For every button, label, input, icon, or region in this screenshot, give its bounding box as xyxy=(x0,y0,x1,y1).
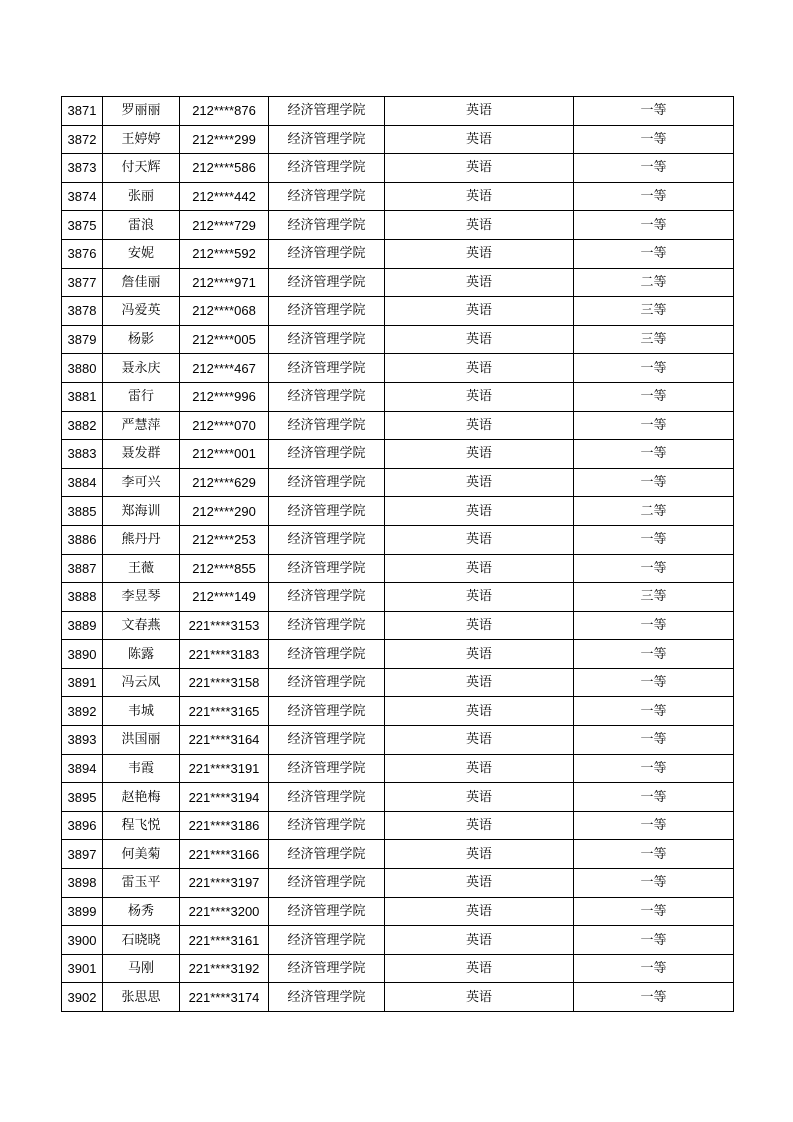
grade-cell: 一等 xyxy=(574,125,734,154)
student-name-cell: 冯爱英 xyxy=(103,297,180,326)
college-cell: 经济管理学院 xyxy=(269,297,385,326)
student-name-cell: 冯云凤 xyxy=(103,668,180,697)
major-cell: 英语 xyxy=(385,497,574,526)
grade-cell: 一等 xyxy=(574,525,734,554)
major-cell: 英语 xyxy=(385,468,574,497)
major-cell: 英语 xyxy=(385,897,574,926)
student-id-cell: 212****290 xyxy=(180,497,269,526)
student-name-cell: 韦城 xyxy=(103,697,180,726)
college-cell: 经济管理学院 xyxy=(269,325,385,354)
student-name-cell: 詹佳丽 xyxy=(103,268,180,297)
table-row xyxy=(62,525,734,554)
grade-cell: 一等 xyxy=(574,97,734,126)
row-number-cell: 3898 xyxy=(62,869,103,898)
student-name-cell: 熊丹丹 xyxy=(103,525,180,554)
grade-cell: 一等 xyxy=(574,926,734,955)
college-cell: 经济管理学院 xyxy=(269,125,385,154)
student-id-cell: 212****855 xyxy=(180,554,269,583)
grade-cell: 一等 xyxy=(574,697,734,726)
student-name-cell: 聂永庆 xyxy=(103,354,180,383)
student-name-cell: 韦霞 xyxy=(103,754,180,783)
student-name-cell: 石晓晓 xyxy=(103,926,180,955)
row-number-cell: 3875 xyxy=(62,211,103,240)
student-name-cell: 杨影 xyxy=(103,325,180,354)
major-cell: 英语 xyxy=(385,525,574,554)
college-cell: 经济管理学院 xyxy=(269,754,385,783)
grade-cell: 三等 xyxy=(574,297,734,326)
college-cell: 经济管理学院 xyxy=(269,268,385,297)
student-name-cell: 严慧萍 xyxy=(103,411,180,440)
major-cell: 英语 xyxy=(385,239,574,268)
table-row xyxy=(62,268,734,297)
table-row xyxy=(62,983,734,1012)
student-name-cell: 李可兴 xyxy=(103,468,180,497)
student-id-cell: 221****3174 xyxy=(180,983,269,1012)
college-cell: 经济管理学院 xyxy=(269,554,385,583)
college-cell: 经济管理学院 xyxy=(269,640,385,669)
grade-cell: 一等 xyxy=(574,211,734,240)
major-cell: 英语 xyxy=(385,754,574,783)
major-cell: 英语 xyxy=(385,668,574,697)
student-name-cell: 洪国丽 xyxy=(103,726,180,755)
major-cell: 英语 xyxy=(385,840,574,869)
student-id-cell: 212****005 xyxy=(180,325,269,354)
college-cell: 经济管理学院 xyxy=(269,497,385,526)
row-number-cell: 3892 xyxy=(62,697,103,726)
college-cell: 经济管理学院 xyxy=(269,897,385,926)
student-id-cell: 221****3200 xyxy=(180,897,269,926)
student-name-cell: 陈露 xyxy=(103,640,180,669)
records-table xyxy=(61,96,734,1012)
table-row xyxy=(62,239,734,268)
major-cell: 英语 xyxy=(385,554,574,583)
row-number-cell: 3891 xyxy=(62,668,103,697)
student-name-cell: 何美菊 xyxy=(103,840,180,869)
row-number-cell: 3872 xyxy=(62,125,103,154)
grade-cell: 一等 xyxy=(574,869,734,898)
table-row xyxy=(62,668,734,697)
table-row xyxy=(62,497,734,526)
college-cell: 经济管理学院 xyxy=(269,954,385,983)
table-row xyxy=(62,640,734,669)
row-number-cell: 3896 xyxy=(62,811,103,840)
student-id-cell: 221****3164 xyxy=(180,726,269,755)
student-name-cell: 王婷婷 xyxy=(103,125,180,154)
row-number-cell: 3890 xyxy=(62,640,103,669)
row-number-cell: 3893 xyxy=(62,726,103,755)
major-cell: 英语 xyxy=(385,440,574,469)
student-name-cell: 张丽 xyxy=(103,182,180,211)
college-cell: 经济管理学院 xyxy=(269,697,385,726)
student-id-cell: 221****3191 xyxy=(180,754,269,783)
major-cell: 英语 xyxy=(385,411,574,440)
student-id-cell: 212****070 xyxy=(180,411,269,440)
row-number-cell: 3871 xyxy=(62,97,103,126)
major-cell: 英语 xyxy=(385,211,574,240)
table-row xyxy=(62,897,734,926)
student-name-cell: 付天辉 xyxy=(103,154,180,183)
student-id-cell: 212****442 xyxy=(180,182,269,211)
student-id-cell: 221****3183 xyxy=(180,640,269,669)
table-row xyxy=(62,468,734,497)
student-id-cell: 212****592 xyxy=(180,239,269,268)
student-id-cell: 221****3153 xyxy=(180,611,269,640)
major-cell: 英语 xyxy=(385,125,574,154)
table-row xyxy=(62,325,734,354)
student-name-cell: 张思思 xyxy=(103,983,180,1012)
row-number-cell: 3900 xyxy=(62,926,103,955)
college-cell: 经济管理学院 xyxy=(269,611,385,640)
records-table-body xyxy=(62,97,734,1012)
table-row xyxy=(62,611,734,640)
student-id-cell: 212****068 xyxy=(180,297,269,326)
student-name-cell: 聂发群 xyxy=(103,440,180,469)
table-row xyxy=(62,125,734,154)
student-name-cell: 文春燕 xyxy=(103,611,180,640)
college-cell: 经济管理学院 xyxy=(269,869,385,898)
table-row xyxy=(62,754,734,783)
grade-cell: 三等 xyxy=(574,583,734,612)
major-cell: 英语 xyxy=(385,268,574,297)
row-number-cell: 3876 xyxy=(62,239,103,268)
college-cell: 经济管理学院 xyxy=(269,583,385,612)
student-name-cell: 赵艳梅 xyxy=(103,783,180,812)
student-id-cell: 221****3158 xyxy=(180,668,269,697)
table-row xyxy=(62,583,734,612)
college-cell: 经济管理学院 xyxy=(269,97,385,126)
college-cell: 经济管理学院 xyxy=(269,239,385,268)
college-cell: 经济管理学院 xyxy=(269,440,385,469)
student-id-cell: 212****876 xyxy=(180,97,269,126)
college-cell: 经济管理学院 xyxy=(269,811,385,840)
row-number-cell: 3889 xyxy=(62,611,103,640)
college-cell: 经济管理学院 xyxy=(269,154,385,183)
table-row xyxy=(62,382,734,411)
student-id-cell: 221****3192 xyxy=(180,954,269,983)
major-cell: 英语 xyxy=(385,182,574,211)
major-cell: 英语 xyxy=(385,983,574,1012)
row-number-cell: 3887 xyxy=(62,554,103,583)
student-id-cell: 212****996 xyxy=(180,382,269,411)
college-cell: 经济管理学院 xyxy=(269,525,385,554)
table-row xyxy=(62,211,734,240)
student-id-cell: 221****3186 xyxy=(180,811,269,840)
college-cell: 经济管理学院 xyxy=(269,211,385,240)
grade-cell: 一等 xyxy=(574,239,734,268)
row-number-cell: 3873 xyxy=(62,154,103,183)
major-cell: 英语 xyxy=(385,611,574,640)
grade-cell: 一等 xyxy=(574,954,734,983)
student-name-cell: 罗丽丽 xyxy=(103,97,180,126)
college-cell: 经济管理学院 xyxy=(269,926,385,955)
grade-cell: 一等 xyxy=(574,182,734,211)
row-number-cell: 3881 xyxy=(62,382,103,411)
grade-cell: 一等 xyxy=(574,554,734,583)
grade-cell: 一等 xyxy=(574,468,734,497)
student-name-cell: 雷浪 xyxy=(103,211,180,240)
table-row xyxy=(62,182,734,211)
table-row xyxy=(62,97,734,126)
grade-cell: 一等 xyxy=(574,726,734,755)
student-id-cell: 221****3194 xyxy=(180,783,269,812)
college-cell: 经济管理学院 xyxy=(269,783,385,812)
college-cell: 经济管理学院 xyxy=(269,382,385,411)
college-cell: 经济管理学院 xyxy=(269,983,385,1012)
major-cell: 英语 xyxy=(385,726,574,755)
table-row xyxy=(62,440,734,469)
row-number-cell: 3899 xyxy=(62,897,103,926)
student-name-cell: 王薇 xyxy=(103,554,180,583)
row-number-cell: 3897 xyxy=(62,840,103,869)
major-cell: 英语 xyxy=(385,583,574,612)
row-number-cell: 3874 xyxy=(62,182,103,211)
grade-cell: 一等 xyxy=(574,440,734,469)
grade-cell: 一等 xyxy=(574,840,734,869)
major-cell: 英语 xyxy=(385,154,574,183)
row-number-cell: 3879 xyxy=(62,325,103,354)
table-row xyxy=(62,354,734,383)
row-number-cell: 3894 xyxy=(62,754,103,783)
table-row xyxy=(62,954,734,983)
student-id-cell: 212****629 xyxy=(180,468,269,497)
student-id-cell: 221****3166 xyxy=(180,840,269,869)
major-cell: 英语 xyxy=(385,811,574,840)
college-cell: 经济管理学院 xyxy=(269,668,385,697)
grade-cell: 二等 xyxy=(574,497,734,526)
table-row xyxy=(62,811,734,840)
row-number-cell: 3877 xyxy=(62,268,103,297)
grade-cell: 一等 xyxy=(574,411,734,440)
grade-cell: 一等 xyxy=(574,783,734,812)
row-number-cell: 3901 xyxy=(62,954,103,983)
table-row xyxy=(62,554,734,583)
row-number-cell: 3886 xyxy=(62,525,103,554)
table-row xyxy=(62,297,734,326)
student-id-cell: 212****729 xyxy=(180,211,269,240)
grade-cell: 一等 xyxy=(574,668,734,697)
grade-cell: 一等 xyxy=(574,811,734,840)
row-number-cell: 3883 xyxy=(62,440,103,469)
row-number-cell: 3902 xyxy=(62,983,103,1012)
student-id-cell: 221****3161 xyxy=(180,926,269,955)
major-cell: 英语 xyxy=(385,783,574,812)
row-number-cell: 3885 xyxy=(62,497,103,526)
student-id-cell: 212****253 xyxy=(180,525,269,554)
table-row xyxy=(62,783,734,812)
grade-cell: 一等 xyxy=(574,640,734,669)
student-id-cell: 221****3197 xyxy=(180,869,269,898)
college-cell: 经济管理学院 xyxy=(269,354,385,383)
row-number-cell: 3880 xyxy=(62,354,103,383)
major-cell: 英语 xyxy=(385,297,574,326)
student-name-cell: 郑海训 xyxy=(103,497,180,526)
major-cell: 英语 xyxy=(385,325,574,354)
grade-cell: 一等 xyxy=(574,382,734,411)
student-name-cell: 马刚 xyxy=(103,954,180,983)
student-name-cell: 雷行 xyxy=(103,382,180,411)
table-row xyxy=(62,411,734,440)
table-row xyxy=(62,726,734,755)
grade-cell: 一等 xyxy=(574,754,734,783)
grade-cell: 一等 xyxy=(574,983,734,1012)
major-cell: 英语 xyxy=(385,697,574,726)
student-name-cell: 程飞悦 xyxy=(103,811,180,840)
grade-cell: 一等 xyxy=(574,897,734,926)
major-cell: 英语 xyxy=(385,97,574,126)
student-id-cell: 221****3165 xyxy=(180,697,269,726)
grade-cell: 三等 xyxy=(574,325,734,354)
student-id-cell: 212****001 xyxy=(180,440,269,469)
grade-cell: 二等 xyxy=(574,268,734,297)
college-cell: 经济管理学院 xyxy=(269,468,385,497)
student-id-cell: 212****467 xyxy=(180,354,269,383)
row-number-cell: 3888 xyxy=(62,583,103,612)
student-id-cell: 212****299 xyxy=(180,125,269,154)
row-number-cell: 3884 xyxy=(62,468,103,497)
college-cell: 经济管理学院 xyxy=(269,182,385,211)
major-cell: 英语 xyxy=(385,954,574,983)
student-name-cell: 安妮 xyxy=(103,239,180,268)
table-row xyxy=(62,926,734,955)
college-cell: 经济管理学院 xyxy=(269,411,385,440)
college-cell: 经济管理学院 xyxy=(269,840,385,869)
table-row xyxy=(62,697,734,726)
major-cell: 英语 xyxy=(385,926,574,955)
row-number-cell: 3895 xyxy=(62,783,103,812)
row-number-cell: 3878 xyxy=(62,297,103,326)
student-id-cell: 212****149 xyxy=(180,583,269,612)
table-row xyxy=(62,869,734,898)
student-name-cell: 雷玉平 xyxy=(103,869,180,898)
major-cell: 英语 xyxy=(385,869,574,898)
row-number-cell: 3882 xyxy=(62,411,103,440)
student-id-cell: 212****586 xyxy=(180,154,269,183)
grade-cell: 一等 xyxy=(574,354,734,383)
major-cell: 英语 xyxy=(385,640,574,669)
college-cell: 经济管理学院 xyxy=(269,726,385,755)
table-row xyxy=(62,840,734,869)
student-id-cell: 212****971 xyxy=(180,268,269,297)
major-cell: 英语 xyxy=(385,354,574,383)
table-row xyxy=(62,154,734,183)
major-cell: 英语 xyxy=(385,382,574,411)
student-name-cell: 杨秀 xyxy=(103,897,180,926)
grade-cell: 一等 xyxy=(574,611,734,640)
grade-cell: 一等 xyxy=(574,154,734,183)
student-name-cell: 李昱琴 xyxy=(103,583,180,612)
